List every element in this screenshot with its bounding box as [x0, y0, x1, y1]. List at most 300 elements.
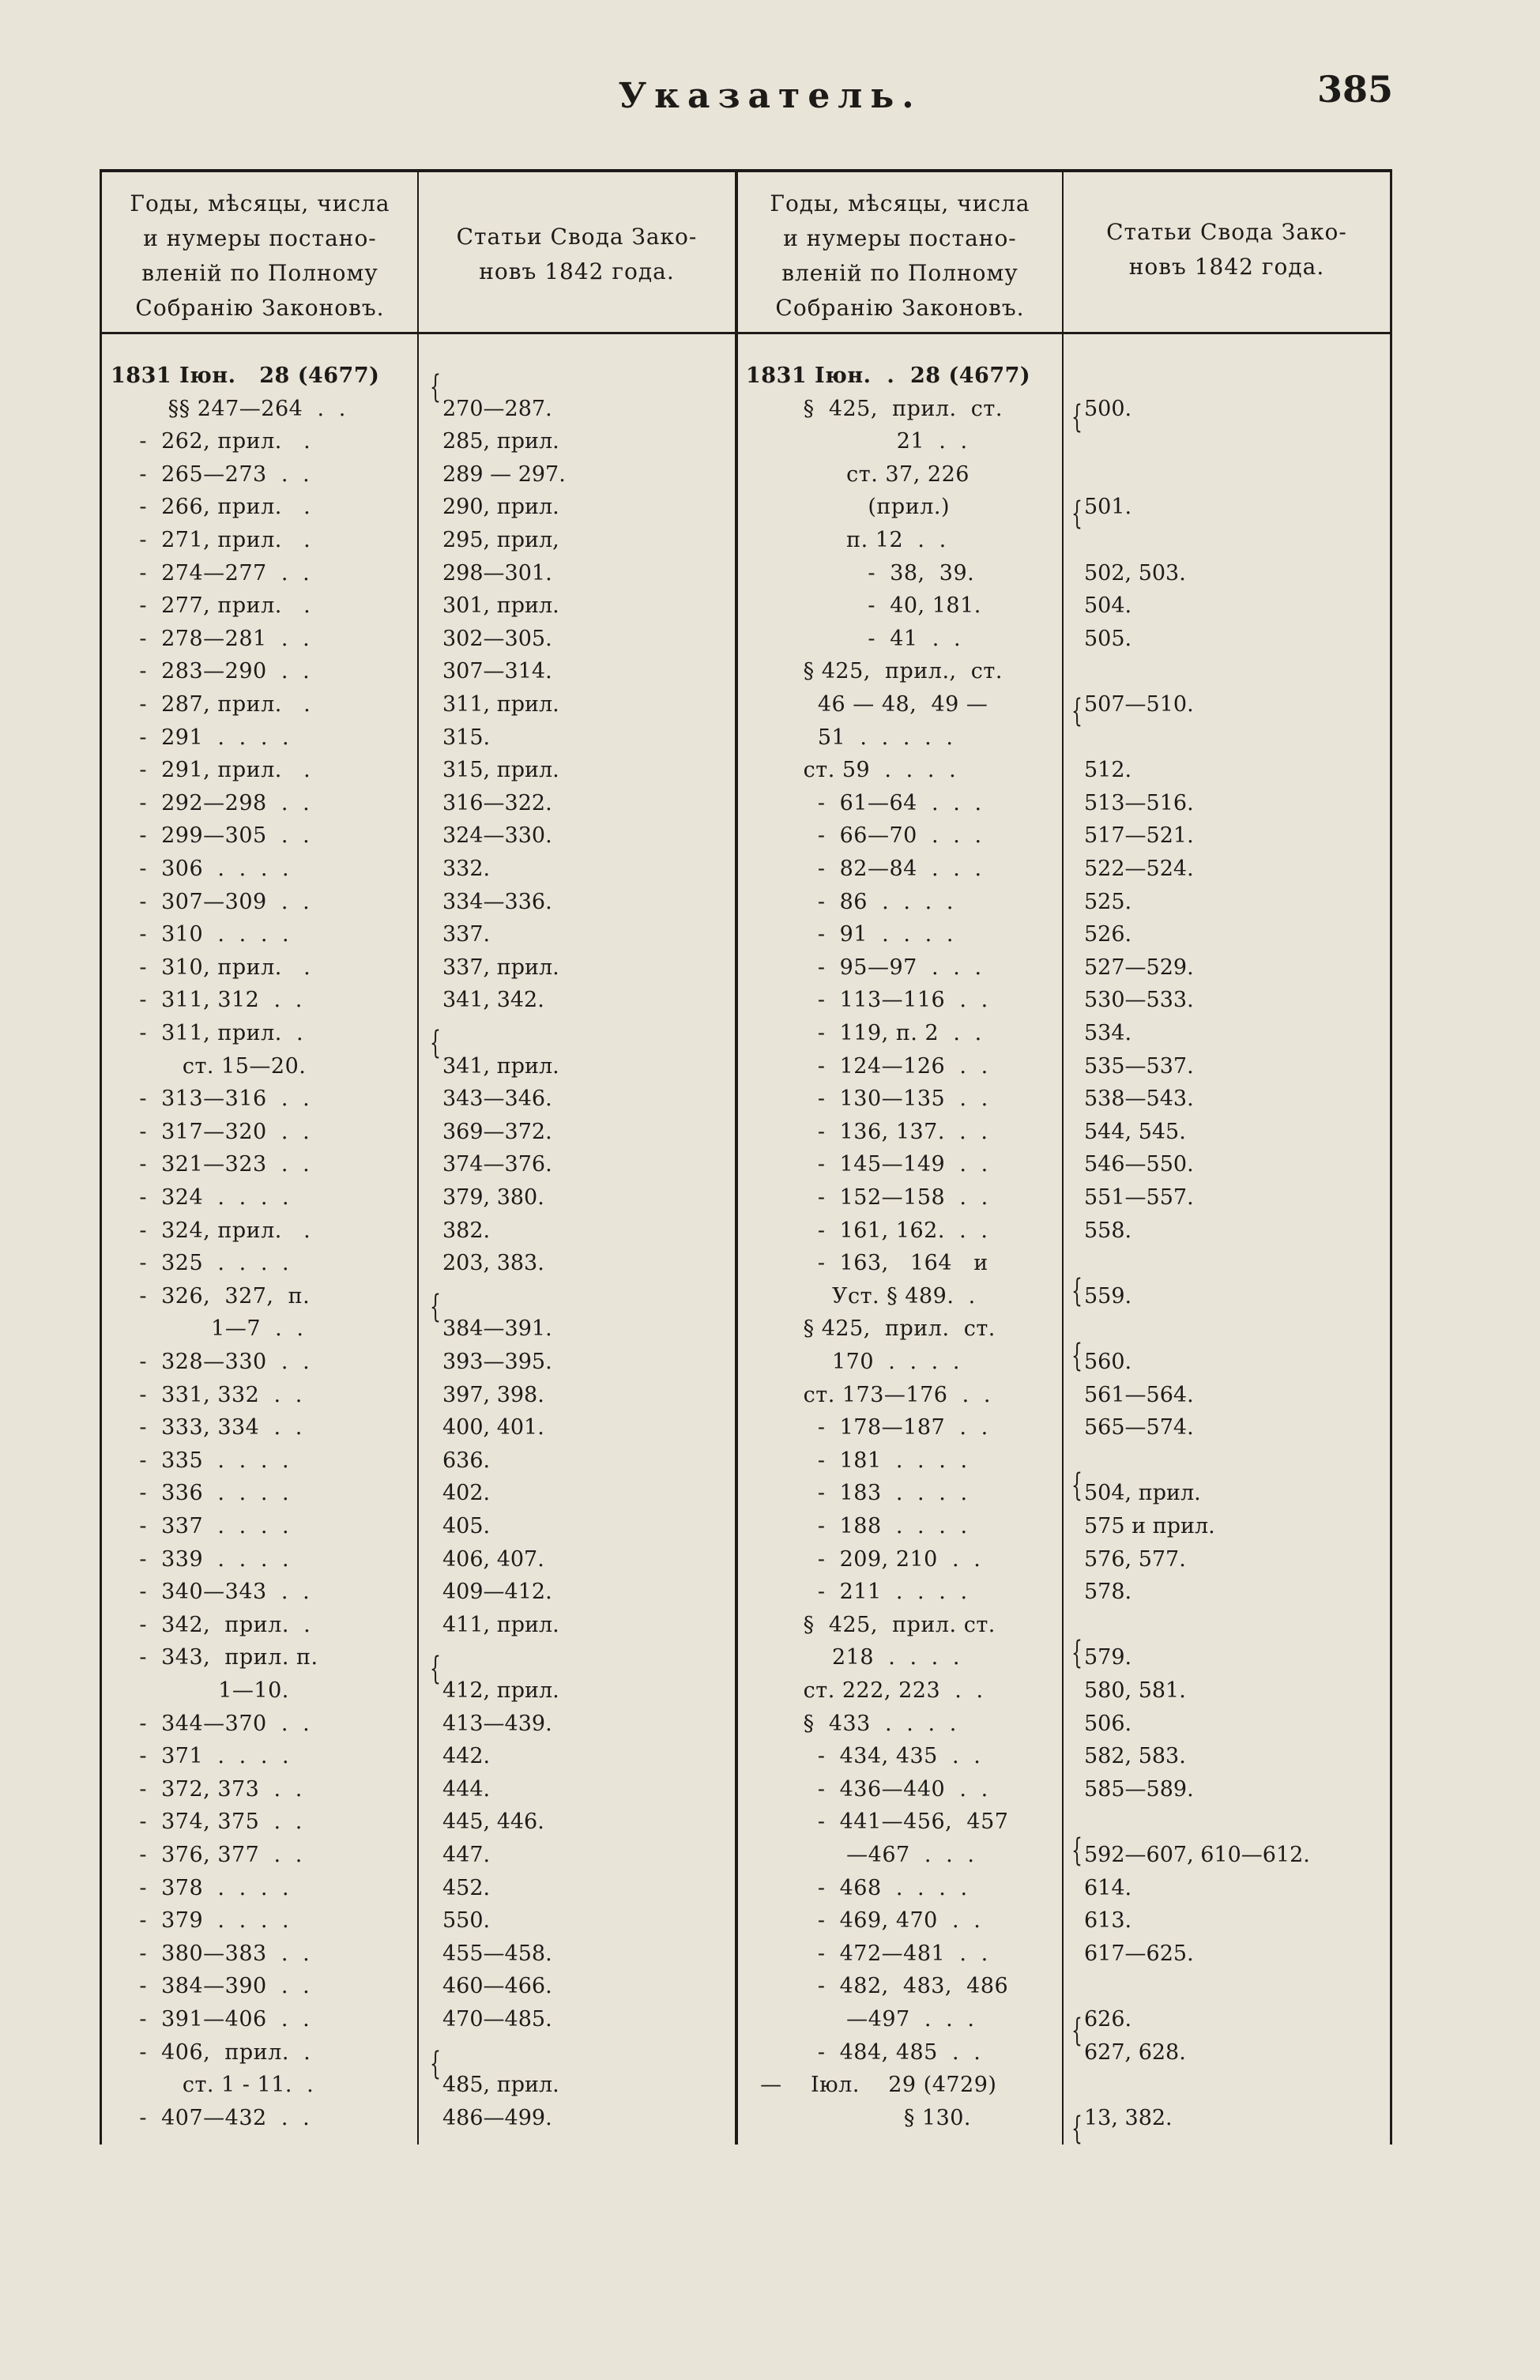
table-row: [746, 1511, 1390, 1542]
act-reference: - 145—149 . .: [746, 1152, 988, 1177]
table-row: [111, 1938, 735, 1970]
brace: {: [1071, 399, 1083, 435]
table-row: [111, 1083, 735, 1115]
table-row: [746, 887, 1390, 918]
table-left-rule: [100, 169, 102, 2145]
code-article-reference: 505.: [1084, 626, 1132, 651]
table-top-rule: [100, 169, 1392, 172]
table-row: [111, 2004, 735, 2035]
act-reference: - 333, 334 . .: [111, 1415, 303, 1440]
act-reference: - 183 . . . .: [746, 1481, 968, 1506]
act-reference: 1831 Іюн. 28 (4677): [111, 363, 380, 388]
act-reference: (прил.): [746, 495, 950, 520]
code-article-reference: 504, прил.: [1084, 1481, 1201, 1506]
code-article-reference: 393—395.: [442, 1350, 552, 1374]
act-reference: - 265—273 . .: [111, 461, 311, 487]
act-reference: - 313—316 . .: [111, 1086, 311, 1112]
code-article-reference: 334—336.: [442, 889, 552, 914]
code-article-reference: 582, 583.: [1084, 1744, 1186, 1769]
code-article-reference: 626.: [1084, 2007, 1132, 2032]
code-article-reference: 627, 628.: [1084, 2039, 1186, 2065]
code-article-reference: 397, 398.: [442, 1382, 544, 1407]
table-row: [746, 394, 1390, 425]
table-row: [746, 1544, 1390, 1576]
brace: {: [430, 369, 441, 405]
code-article-reference: 485, прил.: [442, 2073, 559, 2098]
table-row: [746, 426, 1390, 458]
table-row: [111, 853, 735, 885]
act-reference: - 38, 39.: [746, 560, 975, 586]
act-reference: §§ 247—264 . .: [111, 396, 346, 421]
table-row: [746, 1708, 1390, 1740]
act-reference: - 66—70 . . .: [746, 823, 982, 849]
table-row: [746, 1083, 1390, 1115]
code-article-reference: 575 и прил.: [1084, 1514, 1215, 1538]
act-reference: - 299—305 . .: [111, 823, 311, 849]
table-row: [111, 820, 735, 852]
code-article-reference: 576, 577.: [1084, 1546, 1186, 1572]
code-article-reference: 405.: [442, 1514, 491, 1538]
table-row: [746, 1248, 1390, 1279]
act-reference: - 310 . . . .: [111, 922, 290, 947]
act-reference: - 287, прил. .: [111, 692, 311, 717]
act-reference: ст. 59 . . . .: [746, 758, 957, 783]
table-row: [746, 558, 1390, 589]
table-row: [111, 394, 735, 425]
act-reference: - 113—116 . .: [746, 988, 988, 1013]
code-article-reference: 565—574.: [1084, 1415, 1194, 1440]
act-reference: - 337 . . . .: [111, 1514, 290, 1538]
table-row: [111, 1215, 735, 1247]
table-row: [746, 1215, 1390, 1247]
brace: {: [1071, 1635, 1083, 1671]
act-reference: § 425, прил. ст.: [746, 1316, 996, 1342]
code-article-reference: 527—529.: [1084, 955, 1194, 980]
act-reference: - 434, 435 . .: [746, 1744, 981, 1769]
table-right-rule: [1390, 169, 1392, 2145]
code-article-reference: 445, 446.: [442, 1809, 544, 1835]
act-reference: Уст. § 489. .: [746, 1283, 976, 1309]
code-article-reference: 444.: [442, 1776, 491, 1802]
act-reference: 1—10.: [111, 1678, 289, 1703]
table-row: [746, 1051, 1390, 1083]
table-row: [746, 1905, 1390, 1937]
table-row: [111, 1281, 735, 1312]
table-row: [111, 1610, 735, 1641]
table-row: [111, 2103, 735, 2134]
code-article-reference: 500.: [1084, 396, 1132, 421]
table-row: [746, 1675, 1390, 1707]
code-article-reference: 332.: [442, 857, 491, 881]
brace: {: [430, 1025, 441, 1061]
act-reference: - 344—370 . .: [111, 1711, 311, 1736]
act-reference: - 384—390 . .: [111, 1974, 311, 1999]
code-article-reference: 550.: [442, 1908, 491, 1934]
table-row: [111, 360, 735, 392]
act-reference: - 378 . . . .: [111, 1875, 290, 1900]
act-reference: § 425, прил. ст.: [746, 396, 1003, 421]
table-row: [111, 1576, 735, 1608]
code-article-reference: 337.: [442, 922, 491, 947]
code-article-reference: 507—510.: [1084, 692, 1194, 717]
act-reference: 1831 Іюн. . 28 (4677): [746, 363, 1031, 388]
act-reference: 1—7 . .: [111, 1316, 304, 1342]
act-reference: - 124—126 . .: [746, 1053, 988, 1079]
code-article-reference: 311, прил.: [442, 692, 559, 717]
table-row: [111, 952, 735, 984]
header-right-acts: Годы, мѣсяцы, числа и нумеры постано- вленій по Полному Собранію Законовъ.: [770, 190, 1030, 321]
header-left-articles: Статьи Свода Зако- новъ 1842 года.: [456, 224, 698, 284]
table-row: [111, 722, 735, 754]
act-reference: —467 . . .: [746, 1843, 975, 1867]
act-reference: - 328—330 . .: [111, 1350, 311, 1374]
act-reference: - 82—84 . . .: [746, 857, 982, 881]
act-reference: - 307—309 . .: [111, 889, 311, 914]
table-row: [746, 360, 1390, 392]
code-article-reference: 315.: [442, 725, 491, 750]
act-reference: —497 . . .: [746, 2007, 975, 2032]
code-article-reference: 341, прил.: [442, 1053, 559, 1079]
table-row: [746, 459, 1390, 491]
table-row: [111, 558, 735, 589]
act-reference: ст. 222, 223 . .: [746, 1678, 984, 1703]
act-reference: - 311, 312 . .: [111, 988, 303, 1013]
table-row: [746, 1971, 1390, 2002]
act-reference: - 391—406 . .: [111, 2007, 311, 2032]
code-article-reference: 369—372.: [442, 1119, 552, 1144]
table-row: [746, 1478, 1390, 1509]
code-article-reference: 400, 401.: [442, 1415, 544, 1440]
act-reference: - 379 . . . .: [111, 1908, 290, 1934]
table-row: [111, 1971, 735, 2002]
act-reference: § 425, прил. ст.: [746, 1612, 996, 1637]
table-row: [746, 656, 1390, 687]
page-number: 385: [1316, 68, 1393, 111]
code-article-reference: 402.: [442, 1481, 491, 1506]
table-row: [746, 1741, 1390, 1772]
code-article-reference: 513—516.: [1084, 790, 1194, 815]
header-left-acts: Годы, мѣсяцы, числа и нумеры постано- вленій по Полному Собранію Законовъ.: [130, 190, 390, 321]
code-article-reference: 579.: [1084, 1645, 1132, 1670]
header-right-articles: Статьи Свода Зако- новъ 1842 года.: [1106, 219, 1347, 280]
table-row: [746, 2103, 1390, 2134]
table-row: [746, 755, 1390, 786]
brace: {: [1071, 2013, 1083, 2049]
code-article-reference: 551—557.: [1084, 1185, 1194, 1210]
code-article-reference: 535—537.: [1084, 1053, 1194, 1079]
act-reference: - 343, прил. п.: [111, 1645, 318, 1670]
act-reference: п. 12 . .: [746, 528, 947, 552]
table-row: [746, 2004, 1390, 2035]
table-row: [111, 788, 735, 819]
code-article-reference: 379, 380.: [442, 1185, 544, 1210]
table-row: [111, 1741, 735, 1772]
act-reference: ст. 1 - 11. .: [111, 2073, 314, 2098]
code-article-reference: 530—533.: [1084, 988, 1194, 1013]
table-row: [746, 1840, 1390, 1871]
act-reference: 218 . . . .: [746, 1645, 961, 1670]
table-row: [746, 689, 1390, 721]
table-row: [111, 491, 735, 523]
table-row: [111, 1774, 735, 1806]
brace: {: [430, 2046, 441, 2082]
code-article-reference: 298—301.: [442, 560, 552, 586]
act-reference: - 335 . . . .: [111, 1448, 290, 1473]
act-reference: - 324, прил. .: [111, 1218, 311, 1243]
code-article-reference: 580, 581.: [1084, 1678, 1186, 1703]
act-reference: - 277, прил. .: [111, 593, 311, 619]
act-reference: - 291, прил. .: [111, 758, 311, 783]
act-reference: - 321—323 . .: [111, 1152, 311, 1177]
table-row: [111, 689, 735, 721]
table-header-rule: [100, 332, 1392, 334]
code-article-reference: 525.: [1084, 889, 1132, 914]
act-reference: — Іюл. 29 (4729): [746, 2073, 997, 2098]
act-reference: - 482, 483, 486: [746, 1974, 1009, 1999]
code-article-reference: 442.: [442, 1744, 491, 1769]
act-reference: - 178—187 . .: [746, 1415, 988, 1440]
code-article-reference: 470—485.: [442, 2007, 552, 2032]
code-article-reference: 636.: [442, 1448, 491, 1473]
code-article-reference: 506.: [1084, 1711, 1132, 1736]
table-row: [111, 985, 735, 1016]
table-center-rule: [735, 169, 738, 2145]
table-row: [111, 1445, 735, 1477]
code-article-reference: 561—564.: [1084, 1382, 1194, 1407]
code-article-reference: 559.: [1084, 1283, 1132, 1309]
act-reference: § 130.: [746, 2105, 972, 2130]
code-article-reference: 324—330.: [442, 823, 552, 849]
table-row: [746, 2069, 1390, 2101]
act-reference: - 331, 332 . .: [111, 1382, 303, 1407]
act-reference: - 317—320 . .: [111, 1119, 311, 1144]
act-reference: - 283—290 . .: [111, 659, 311, 684]
act-reference: - 266, прил. .: [111, 495, 311, 520]
brace: {: [1071, 1467, 1083, 1504]
code-article-reference: 406, 407.: [442, 1546, 544, 1572]
code-article-reference: 374—376.: [442, 1152, 552, 1177]
act-reference: - 372, 373 . .: [111, 1776, 303, 1802]
code-article-reference: 617—625.: [1084, 1941, 1194, 1966]
table-row: [111, 1051, 735, 1083]
act-reference: - 181 . . . .: [746, 1448, 968, 1473]
table-row: [746, 1938, 1390, 1970]
code-article-reference: 13, 382.: [1084, 2105, 1173, 2130]
table-row: [111, 1380, 735, 1411]
code-article-reference: 285, прил.: [442, 429, 559, 454]
code-article-reference: 452.: [442, 1875, 491, 1900]
act-reference: - 130—135 . .: [746, 1086, 988, 1112]
code-article-reference: 501.: [1084, 495, 1132, 520]
act-reference: - 340—343 . .: [111, 1580, 311, 1605]
table-row: [746, 1576, 1390, 1608]
table-row: [111, 1248, 735, 1279]
table-row: [111, 656, 735, 687]
code-article-reference: 460—466.: [442, 1974, 552, 1999]
table-row: [111, 1346, 735, 1378]
act-reference: - 41 . .: [746, 626, 962, 651]
code-article-reference: 203, 383.: [442, 1251, 544, 1276]
table-row: [746, 590, 1390, 622]
table-row: [746, 722, 1390, 754]
code-article-reference: 315, прил.: [442, 758, 559, 783]
table-row: [746, 491, 1390, 523]
act-reference: - 211 . . . .: [746, 1580, 968, 1605]
act-reference: - 342, прил. .: [111, 1612, 311, 1637]
act-reference: - 469, 470 . .: [746, 1908, 981, 1934]
table-row: [746, 1412, 1390, 1444]
table-row: [746, 1313, 1390, 1345]
code-article-reference: 290, прил.: [442, 495, 559, 520]
table-row: [746, 1873, 1390, 1904]
act-reference: - 339 . . . .: [111, 1546, 290, 1572]
table-row: [746, 1774, 1390, 1806]
code-article-reference: 316—322.: [442, 790, 552, 815]
act-reference: - 325 . . . .: [111, 1251, 290, 1276]
table-row: [746, 1380, 1390, 1411]
act-reference: - 163, 164 и: [746, 1251, 988, 1276]
act-reference: - 40, 181.: [746, 593, 981, 619]
brace: {: [1071, 495, 1083, 532]
code-article-reference: 522—524.: [1084, 857, 1194, 881]
code-article-reference: 592—607, 610—612.: [1084, 1843, 1310, 1867]
table-row: [111, 1182, 735, 1214]
code-article-reference: 546—550.: [1084, 1152, 1194, 1177]
table-row: [746, 952, 1390, 984]
act-reference: - 119, п. 2 . .: [746, 1021, 982, 1045]
table-row: [111, 590, 735, 622]
code-article-reference: 411, прил.: [442, 1612, 559, 1637]
table-row: [111, 1149, 735, 1181]
table-row: [746, 820, 1390, 852]
table-row: [111, 1412, 735, 1444]
table-row: [746, 1610, 1390, 1641]
table-row: [746, 1117, 1390, 1148]
act-reference: - 472—481 . .: [746, 1941, 988, 1966]
table-row: [746, 1445, 1390, 1477]
page-title: Указатель.: [618, 76, 922, 116]
table-row: [111, 426, 735, 458]
brace: {: [1071, 1338, 1083, 1374]
brace: {: [1071, 2111, 1083, 2147]
act-reference: 51 . . . . .: [746, 725, 954, 750]
code-article-reference: 558.: [1084, 1218, 1132, 1243]
act-reference: - 91 . . . .: [746, 922, 954, 947]
table-row: [746, 1018, 1390, 1049]
act-reference: - 188 . . . .: [746, 1514, 968, 1538]
act-reference: - 86 . . . .: [746, 889, 954, 914]
code-article-reference: 412, прил.: [442, 1678, 559, 1703]
act-reference: ст. 173—176 . .: [746, 1382, 991, 1407]
act-reference: § 425, прил., ст.: [746, 659, 1003, 684]
act-reference: - 484, 485 . .: [746, 2039, 981, 2065]
act-reference: 170 . . . .: [746, 1350, 961, 1374]
table-row: [111, 1544, 735, 1576]
act-reference: - 436—440 . .: [746, 1776, 988, 1802]
code-article-reference: 343—346.: [442, 1086, 552, 1112]
code-article-reference: 538—543.: [1084, 1086, 1194, 1112]
table-row: [746, 985, 1390, 1016]
table-row: [111, 1478, 735, 1509]
act-reference: - 292—298 . .: [111, 790, 311, 815]
code-article-reference: 502, 503.: [1084, 560, 1186, 586]
code-article-reference: 302—305.: [442, 626, 552, 651]
act-reference: - 371 . . . .: [111, 1744, 290, 1769]
table-row: [111, 1018, 735, 1049]
table-row: [746, 1281, 1390, 1312]
table-row: [746, 1642, 1390, 1674]
table-row: [111, 1511, 735, 1542]
code-article-reference: 486—499.: [442, 2105, 552, 2130]
act-reference: - 136, 137. . .: [746, 1119, 988, 1144]
table-row: [746, 1182, 1390, 1214]
code-article-reference: 413—439.: [442, 1711, 552, 1736]
act-reference: - 406, прил. .: [111, 2039, 311, 2065]
code-article-reference: 526.: [1084, 922, 1132, 947]
code-article-reference: 337, прил.: [442, 955, 559, 980]
table-row: [111, 2069, 735, 2101]
act-reference: - 271, прил. .: [111, 528, 311, 552]
table-row: [111, 525, 735, 556]
code-article-reference: 341, 342.: [442, 988, 544, 1013]
act-reference: - 311, прил. .: [111, 1021, 304, 1045]
table-row: [111, 1642, 735, 1674]
code-article-reference: 289 — 297.: [442, 461, 566, 487]
table-row: [746, 1346, 1390, 1378]
table-row: [746, 2037, 1390, 2069]
table-row: [111, 1806, 735, 1838]
table-row: [111, 623, 735, 655]
code-article-reference: 534.: [1084, 1021, 1132, 1045]
table-row: [111, 1675, 735, 1707]
code-article-reference: 512.: [1084, 758, 1132, 783]
act-reference: - 278—281 . .: [111, 626, 311, 651]
act-reference: § 433 . . . .: [746, 1711, 957, 1736]
table-row: [111, 755, 735, 786]
code-article-reference: 585—589.: [1084, 1776, 1194, 1802]
code-article-reference: 455—458.: [442, 1941, 552, 1966]
table-row: [746, 623, 1390, 655]
act-reference: - 336 . . . .: [111, 1481, 290, 1506]
table-row: [111, 919, 735, 951]
act-reference: - 310, прил. .: [111, 955, 311, 980]
code-article-reference: 301, прил.: [442, 593, 559, 619]
act-reference: - 324 . . . .: [111, 1185, 290, 1210]
act-reference: - 441—456, 457: [746, 1809, 1009, 1835]
code-article-reference: 409—412.: [442, 1580, 552, 1605]
act-reference: ст. 37, 226: [746, 461, 970, 487]
brace: {: [430, 1651, 441, 1687]
act-reference: - 152—158 . .: [746, 1185, 988, 1210]
act-reference: - 61—64 . . .: [746, 790, 982, 815]
act-reference: - 95—97 . . .: [746, 955, 982, 980]
code-article-reference: 504.: [1084, 593, 1132, 619]
table-row: [746, 788, 1390, 819]
code-article-reference: 517—521.: [1084, 823, 1194, 849]
table-row: [111, 1708, 735, 1740]
table-row: [746, 919, 1390, 951]
table-row: [111, 887, 735, 918]
code-article-reference: 270—287.: [442, 396, 552, 421]
code-article-reference: 578.: [1084, 1580, 1132, 1605]
brace: {: [1071, 1832, 1083, 1869]
table-row: [111, 1840, 735, 1871]
act-reference: - 380—383 . .: [111, 1941, 311, 1966]
act-reference: - 376, 377 . .: [111, 1843, 303, 1867]
code-article-reference: 384—391.: [442, 1316, 552, 1342]
code-article-reference: 382.: [442, 1218, 491, 1243]
table-row: [746, 1806, 1390, 1838]
